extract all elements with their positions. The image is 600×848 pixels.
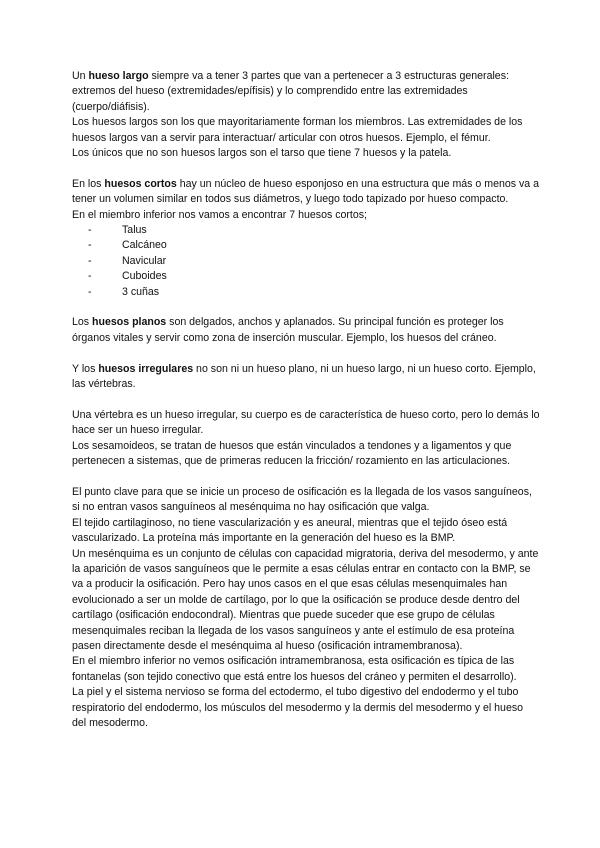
dash-bullet: - <box>88 239 92 252</box>
text-run: Los <box>72 316 93 329</box>
spacer <box>72 300 540 315</box>
dash-bullet: - <box>88 254 92 267</box>
term-huesos-cortos: huesos cortos <box>104 177 177 190</box>
paragraph-huesos-cortos <box>72 177 540 208</box>
paragraph-miembros: Los huesos largos son los que mayoritariamente forman los miembros. Las extremidades de los huesos largos van a servir para interactuar/ articular con otros huesos. Ejemplo, el fémur. <box>72 116 523 144</box>
list-item-label: Calcáneo <box>122 239 167 252</box>
list-item <box>88 269 540 284</box>
paragraph-lista-intro: En el miembro inferior nos vamos a encontrar 7 huesos cortos; <box>72 208 367 221</box>
text-run: Y los <box>72 362 99 375</box>
paragraph-miembro-inferior: En el miembro inferior no vemos osificación intramembranosa, esta osificación es típica de las fontanelas (son tejido conectivo que está entre los huesos del cráneo y permiten el desarrollo). <box>72 655 517 683</box>
paragraph-tejido-cartilaginoso: El tejido cartilaginoso, no tiene vascularización y es aneural, mientras que el tejido óseo está vascularizado. La proteína más importante en la generación del hueso es la BMP. <box>72 516 508 545</box>
text-run: siempre va a tener 3 partes que van a pertenecer a 3 estructuras generales: extremos del hueso (extremidades/epífisis) y lo comprendido entre las extremidades (cuerpo/diáfisis). <box>72 70 509 113</box>
list-item <box>88 238 540 253</box>
list-item-label: Navicular <box>122 254 167 267</box>
paragraph-excepciones: Los únicos que no son huesos largos son el tarso que tiene 7 huesos y la patela. <box>72 147 452 160</box>
list-item <box>88 254 540 269</box>
list-item-label: Cuboides <box>122 270 167 283</box>
text-run: Un <box>72 70 89 82</box>
term-hueso-largo: hueso largo <box>88 70 149 82</box>
list-item-label: 3 cuñas <box>122 285 160 298</box>
paragraph-huesos-largos <box>72 69 540 115</box>
paragraph-huesos-irregulares <box>72 362 540 393</box>
spacer <box>72 346 540 361</box>
short-bones-list <box>72 223 540 300</box>
spacer <box>72 161 540 176</box>
paragraph-capas-embrionarias: La piel y el sistema nervioso se forma del ectodermo, el tubo digestivo del endodermo y el tubo respiratorio del endodermo, los músculos del mesodermo y la dermis del mesodermo y el hueso del mesodermo. <box>72 686 524 729</box>
spacer <box>72 392 540 407</box>
term-huesos-irregulares: huesos irregulares <box>98 362 194 375</box>
list-item <box>88 285 540 300</box>
list-item-label: Talus <box>122 224 147 237</box>
paragraph-huesos-planos <box>72 315 540 346</box>
paragraph-sesamoideos: Los sesamoideos, se tratan de huesos que están vinculados a tendones y a ligamentos y que pertenecen a sistemas, que de primeras reducen la fricción/ rozamiento en las articulaciones. <box>72 439 512 468</box>
paragraph-osificacion: El punto clave para que se inicie un proceso de osificación es la llegada de los vasos sanguíneos, si no entran vasos sanguíneos al mesénquima no hay osificación que valga. <box>72 485 532 514</box>
dash-bullet: - <box>88 224 92 237</box>
paragraph-mesenquima: Un mesénquima es un conjunto de células con capacidad migratoria, deriva del mesodermo, y ante la aparición de vasos sanguíneos que le permite a esas células entrar en contacto con la BMP, se va a producir la osificación. Pero hay unos casos en el que esas células mesenquimales han evolucionado a ser un molde de cartílago, por lo que la osificación se produce desde dentro del cartílago (osificación endocondral). Mientras que puede suceder que ese grupo de células mesenquimales reciban la llegada de los vasos sanguíneos y ante el estímulo de esa proteína pasen directamente desde el mesénquima al hueso (osificación intramembranosa). <box>72 547 539 652</box>
text-run: En los <box>72 177 105 190</box>
text-run: son delgados, anchos y aplanados. Su principal función es proteger los órganos vitales y servir como zona de inserción muscular. Ejemplo, los huesos del cráneo. <box>72 316 504 344</box>
text-run: hay un núcleo de hueso esponjoso en una estructura que más o menos va a tener un volumen similar en todos sus diámetros, y luego todo tapizado por hueso compacto. <box>72 177 540 206</box>
term-huesos-planos: huesos planos <box>92 316 167 329</box>
paragraph-vertebra: Una vértebra es un hueso irregular, su cuerpo es de característica de hueso corto, pero lo demás lo hace ser un hueso irregular. <box>72 408 540 437</box>
text-run: no son ni un hueso plano, ni un hueso largo, ni un hueso corto. Ejemplo, las vértebras. <box>72 362 536 391</box>
dash-bullet: - <box>88 270 92 283</box>
dash-bullet: - <box>88 285 92 298</box>
list-item <box>88 223 540 238</box>
spacer <box>72 470 540 485</box>
